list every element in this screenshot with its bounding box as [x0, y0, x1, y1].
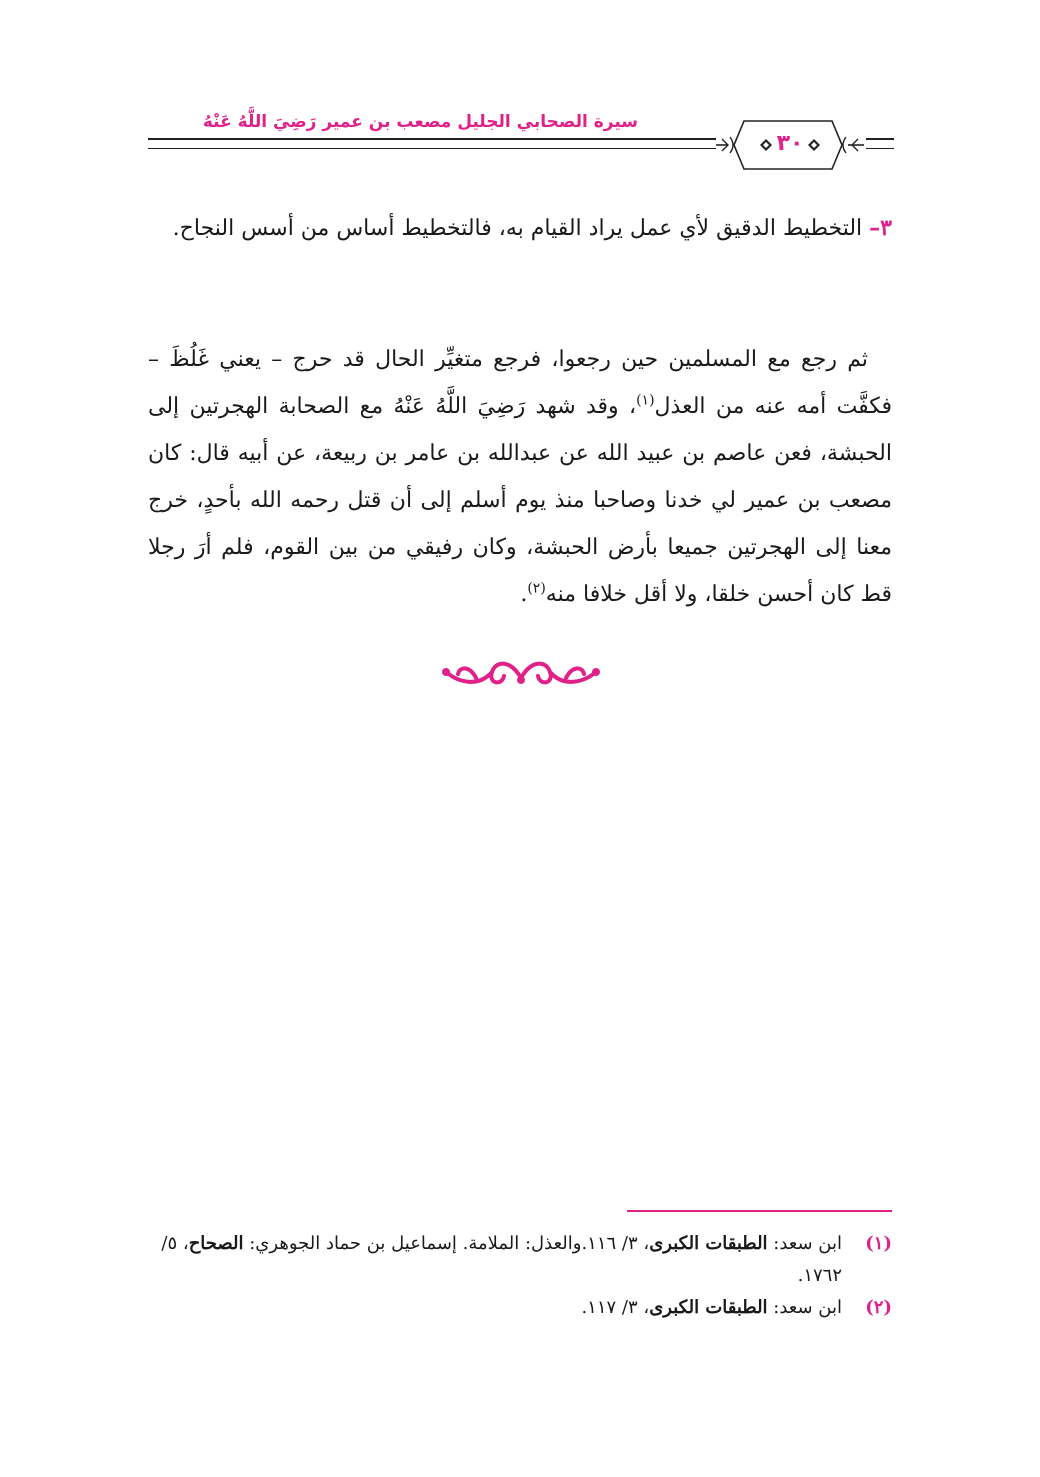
page-number-badge: [714, 115, 866, 175]
footnote-2: [148, 1292, 892, 1324]
footnote-text: ، ٥/ ١٧٦٢.: [161, 1233, 842, 1286]
page-header: [148, 108, 894, 188]
footnote-ref-2: (٢): [527, 580, 546, 597]
header-rule-right-thin: [866, 148, 894, 149]
page-number: ٣٠: [776, 131, 804, 156]
footnote-text: ، ٣/ ١١٧.: [581, 1297, 650, 1318]
footnote-text: ابن سعد:: [767, 1233, 842, 1254]
paragraph-1: [148, 205, 892, 252]
footnote-number: (١): [865, 1233, 892, 1254]
footnote-separator: [627, 1210, 892, 1212]
paragraph-2: [148, 336, 892, 618]
footnote-book-title: الطبقات الكبرى: [649, 1297, 768, 1318]
footnote-book-title: الصحاح: [188, 1233, 244, 1254]
footnote-number: (٢): [865, 1297, 892, 1318]
footnote-text: ابن سعد:: [767, 1297, 842, 1318]
header-rule: [148, 138, 716, 140]
footnote-text: ، ٣/ ١١٦.والعذل: الملامة. إسماعيل بن حماد الجوهري:: [243, 1233, 650, 1254]
running-title: سيرة الصحابي الجليل مصعب بن عمير رَضِيَ اللَّهُ عَنْهُ: [202, 112, 638, 132]
section-ornament-icon: [436, 648, 606, 692]
footnote-ref-1: (١): [636, 392, 655, 409]
header-rule-thin: [148, 148, 716, 149]
paragraph-1-text: التخطيط الدقيق لأي عمل يراد القيام به، فالتخطيط أساس من أسس النجاح.: [172, 216, 870, 241]
footnote-1: [148, 1228, 892, 1292]
list-number: ٣–: [869, 215, 892, 241]
header-rule-right: [866, 138, 894, 140]
footnote-book-title: الطبقات الكبرى: [649, 1233, 768, 1254]
paragraph-2-part-1: ثم رجع مع المسلمين حين رجعوا، فرجع متغيِّر الحال قد حرج – يعني غَلُظَ – فكفَّت أمه عنه من العذل: [148, 347, 892, 419]
footnotes: [148, 1228, 892, 1324]
paragraph-2-part-2: ، وقد شهد رَضِيَ اللَّهُ عَنْهُ مع الصحابة الهجرتين إلى الحبشة، فعن عاصم بن عبيد الله عن عبدالله بن عامر بن ربيعة، عن أبيه قال: كان مصعب بن عمير لي خدنا وصاحبا منذ يوم أسلم إلى أن قتل رحمه الله بأحدٍ، خرج معنا إلى الهجرتين جميعا بأرض الحبشة، وكان رفيقي من بين القوم، فلم أرَ رجلا قط كان أحسن خلقا، ولا أقل خلافا منه: [148, 394, 892, 607]
paragraph-2-end: .: [520, 582, 528, 607]
